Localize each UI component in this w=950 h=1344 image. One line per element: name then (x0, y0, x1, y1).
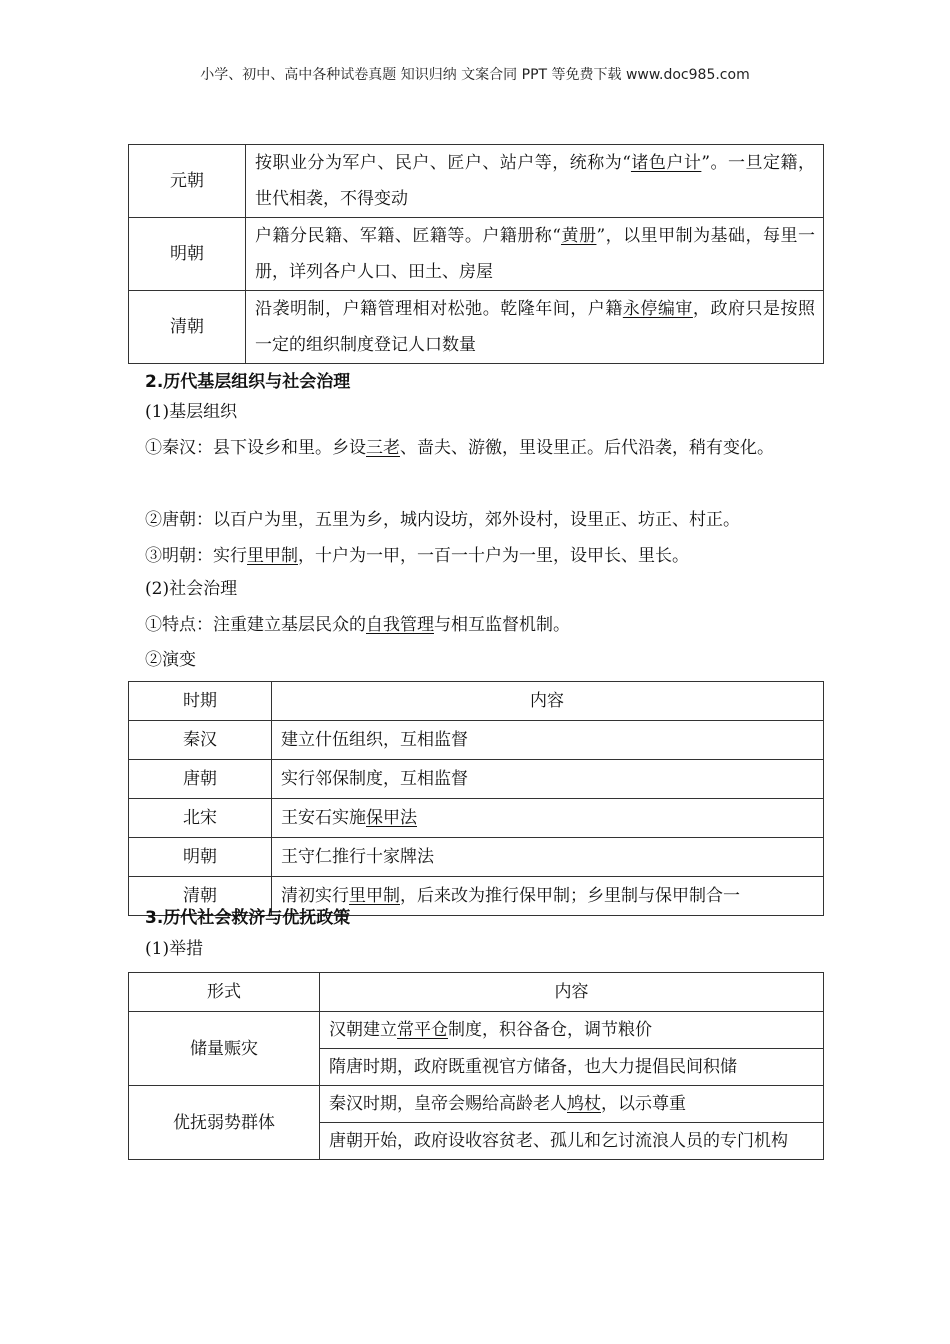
section2-title: 2.历代基层组织与社会治理 (145, 372, 351, 392)
content-cell: 王守仁推行十家牌法 (272, 838, 824, 877)
era-cell: 元朝 (129, 145, 246, 218)
column-header: 时期 (129, 682, 272, 721)
table-row (129, 291, 824, 364)
relief-table-wrapper (128, 972, 824, 1160)
paragraph-qinhan: ①秦汉：县下设乡和里。乡设三老、啬夫、游徼，里设里正。后代沿袭，稍有变化。 (145, 438, 774, 458)
key-term: 保甲法 (366, 808, 417, 828)
table-row (129, 760, 824, 799)
section2-sub2: (2)社会治理 (145, 579, 238, 599)
key-term: 鸠杖 (567, 1094, 601, 1114)
governance-table-wrapper (128, 681, 824, 916)
paragraph-evolution: ②演变 (145, 650, 196, 670)
form-cell: 储量赈灾 (129, 1012, 320, 1086)
era-cell: 秦汉 (129, 721, 272, 760)
section3-sub1: (1)举措 (145, 939, 204, 959)
content-cell: 沿袭明制，户籍管理相对松弛。乾隆年间，户籍永停编审，政府只是按照一定的组织制度登记人口数量 (246, 291, 824, 364)
table-header-row (129, 682, 824, 721)
content-cell: 汉朝建立常平仓制度，积谷备仓，调节粮价 (320, 1012, 824, 1049)
section2-sub1: (1)基层组织 (145, 402, 238, 422)
content-cell: 实行邻保制度，互相监督 (272, 760, 824, 799)
key-term: 永停编审 (622, 299, 693, 319)
era-cell: 明朝 (129, 838, 272, 877)
column-header: 内容 (320, 973, 824, 1012)
era-cell: 唐朝 (129, 760, 272, 799)
content-cell: 户籍分民籍、军籍、匠籍等。户籍册称“黄册”，以里甲制为基础，每里一册，详列各户人口、田土、房屋 (246, 218, 824, 291)
paragraph-tang: ②唐朝：以百户为里，五里为乡，城内设坊，郊外设村，设里正、坊正、村正。 (145, 510, 740, 530)
household-table-wrapper (128, 144, 824, 364)
table-header-row (129, 973, 824, 1012)
content-cell: 隋唐时期，政府既重视官方储备，也大力提倡民间积储 (320, 1049, 824, 1086)
content-cell: 秦汉时期，皇帝会赐给高龄老人鸠杖，以示尊重 (320, 1086, 824, 1123)
form-cell: 优抚弱势群体 (129, 1086, 320, 1160)
key-term: 里甲制 (349, 886, 400, 906)
table-row (129, 799, 824, 838)
content-cell: 清初实行里甲制，后来改为推行保甲制；乡里制与保甲制合一 (272, 877, 824, 916)
table-row (129, 838, 824, 877)
governance-table (128, 681, 824, 916)
era-cell: 北宋 (129, 799, 272, 838)
key-term: 自我管理 (366, 615, 434, 635)
key-term: 常平仓 (397, 1020, 448, 1040)
key-term: 黄册 (560, 226, 597, 246)
column-header: 形式 (129, 973, 320, 1012)
household-table (128, 144, 824, 364)
key-term: 诸色户计 (630, 153, 702, 173)
era-cell: 明朝 (129, 218, 246, 291)
era-cell: 清朝 (129, 877, 272, 916)
paragraph-ming: ③明朝：实行里甲制，十户为一甲，一百一十户为一里，设甲长、里长。 (145, 546, 689, 566)
key-term: 三老 (366, 438, 400, 458)
content-cell: 唐朝开始，政府设收容贫老、孤儿和乞讨流浪人员的专门机构 (320, 1123, 824, 1160)
relief-table (128, 972, 824, 1160)
era-cell: 清朝 (129, 291, 246, 364)
table-row (129, 1012, 824, 1049)
table-row (129, 218, 824, 291)
content-cell: 王安石实施保甲法 (272, 799, 824, 838)
page-header: 小学、初中、高中各种试卷真题 知识归纳 文案合同 PPT 等免费下载 www.doc985.com (200, 67, 750, 83)
table-row (129, 145, 824, 218)
content-cell: 按职业分为军户、民户、匠户、站户等，统称为“诸色户计”。一旦定籍，世代相袭，不得变动 (246, 145, 824, 218)
section3-title: 3.历代社会救济与优抚政策 (145, 908, 351, 928)
content-cell: 建立什伍组织，互相监督 (272, 721, 824, 760)
table-row (129, 721, 824, 760)
table-row (129, 1086, 824, 1123)
column-header: 内容 (272, 682, 824, 721)
paragraph-feature: ①特点：注重建立基层民众的自我管理与相互监督机制。 (145, 615, 570, 635)
key-term: 里甲制 (247, 546, 298, 566)
